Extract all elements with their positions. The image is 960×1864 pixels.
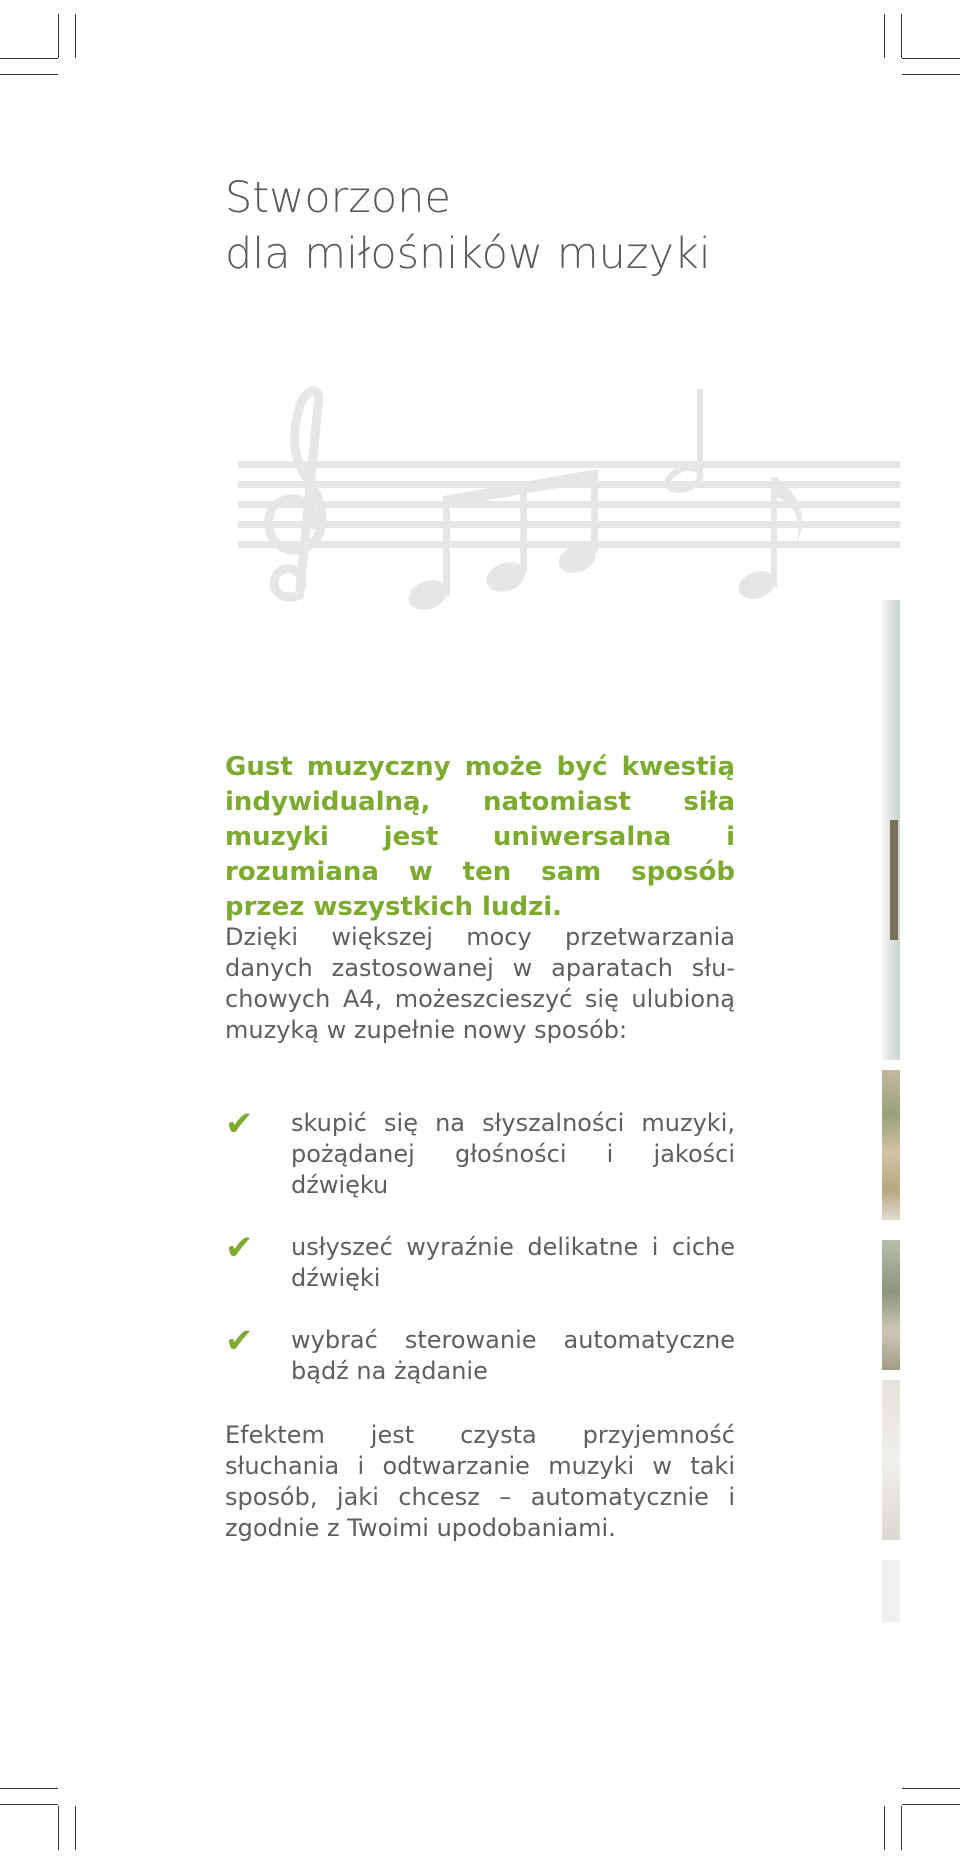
list-item	[225, 1104, 735, 1201]
lead-paragraph: Gust muzyczny może być kwestią indywidualną, natomiast siła muzyki jest uniwersalna i rozumiana w ten sam sposób przez wszystkich ludzi.	[225, 752, 735, 922]
intro-paragraph: Dzięki większej mocy przetwarzania danych zastosowanej w aparatach słu-chowych A4, możeszcieszyć się ulubioną muzyką w zupełnie nowy sposób:	[225, 923, 735, 1044]
list-item-text: usłyszeć wyraźnie delikatne i ciche dźwięki	[291, 1233, 735, 1292]
checkmark-icon: ✔	[225, 1321, 254, 1361]
list-item	[225, 1228, 735, 1294]
list-item-text: wybrać sterowanie automatyczne bądź na żądanie	[291, 1326, 735, 1385]
staff-line	[238, 541, 900, 548]
page-title-line-2: dla miłośników muzyki	[225, 229, 711, 279]
checkmark-icon: ✔	[225, 1104, 254, 1144]
page-title-line-1: Stworzone	[225, 173, 451, 223]
eighth-note-icon	[735, 477, 802, 604]
photo-bleed-strip	[882, 600, 900, 1622]
treble-clef-icon	[268, 391, 321, 597]
music-staff-illustration	[238, 385, 900, 615]
staff-line	[238, 501, 900, 508]
page-title	[225, 170, 825, 282]
list-item	[225, 1321, 735, 1387]
staff-line	[238, 461, 900, 468]
closing-paragraph: Efektem jest czysta przyjemność słuchania i odtwarzanie muzyki w taki sposób, jaki chcesz – automatycznie i zgodnie z Twoimi upodobaniami.	[225, 1421, 735, 1542]
list-item-text: skupić się na słyszalności muzyki, pożądanej głośności i jakości dźwięku	[291, 1109, 735, 1199]
checkmark-icon: ✔	[225, 1228, 254, 1268]
half-note-icon	[665, 389, 704, 494]
benefits-list	[225, 1104, 735, 1418]
